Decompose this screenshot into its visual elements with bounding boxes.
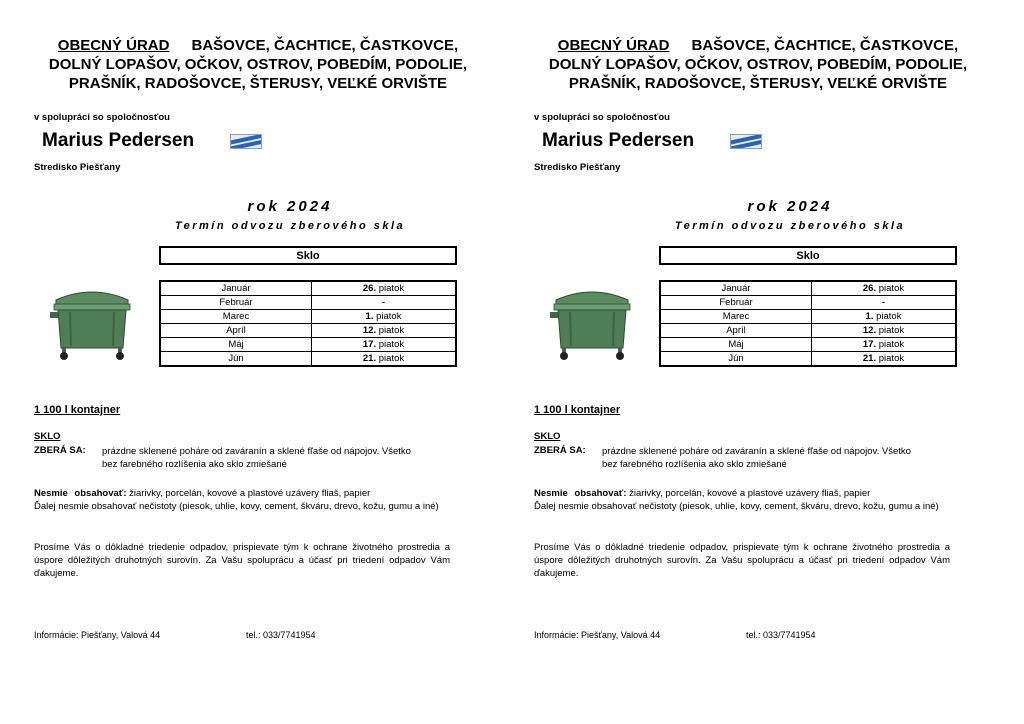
container-label: 1 100 l kontajner: [34, 404, 121, 416]
date-day: 26.: [862, 282, 877, 294]
date-day: 12.: [362, 324, 377, 336]
center-name: Stredisko Piešťany: [34, 162, 121, 173]
collects-label: ZBERÁ SA:: [534, 445, 586, 456]
date-cell: [812, 310, 957, 324]
company-name: Marius Pedersen: [542, 130, 695, 151]
office-line-1: BAŠOVCE, ČACHTICE, ČASTKOVCE,: [691, 37, 959, 54]
cooperation-text: v spolupráci so spoločnosťou: [34, 112, 170, 123]
year-title: rok 2024: [747, 198, 833, 215]
month-cell: Máj: [160, 338, 312, 352]
date-cell: [812, 324, 957, 338]
date-weekday: piatok: [876, 310, 902, 322]
date-day: 1.: [365, 310, 374, 322]
plea-text: Prosíme Vás o dôkladné triedenie odpadov, prispievate tým k ochrane životného prostredia a úspore dôležitých druhotných surovín. Za Vašu spoluprácu a účasť pri triedení odpadov Vám ďakujeme.: [34, 542, 450, 579]
date-day: 21.: [862, 352, 877, 364]
center-name: Stredisko Piešťany: [534, 162, 621, 173]
date-day: -: [881, 296, 886, 308]
table-row: [660, 352, 956, 367]
month-cell: Máj: [660, 338, 812, 352]
month-cell: Január: [160, 281, 312, 296]
plea-text: Prosíme Vás o dôkladné triedenie odpadov, prispievate tým k ochrane životného prostredia a úspore dôležitých druhotných surovín. Za Vašu spoluprácu a účasť pri triedení odpadov Vám ďakujeme.: [534, 542, 950, 579]
table-row: [160, 296, 456, 310]
office-line-2: DOLNÝ LOPAŠOV, OČKOV, OSTROV, POBEDÍM, PODOLIE,: [548, 56, 968, 73]
month-cell: Apríl: [160, 324, 312, 338]
must-not-contain: [34, 487, 450, 513]
office-line-1: BAŠOVCE, ČACHTICE, ČASTKOVCE,: [191, 37, 459, 54]
date-weekday: piatok: [878, 282, 905, 294]
month-cell: Marec: [660, 310, 812, 324]
date-day: 21.: [362, 352, 377, 364]
collects-text: prázdne sklenené poháre od zaváranín a sklené fľaše od nápojov. Všetko bez farebného rozlíšenia ako sklo zmiešané: [602, 446, 911, 470]
date-day: 17.: [862, 338, 877, 350]
table-row: [660, 324, 956, 338]
date-cell: [812, 338, 957, 352]
must-not-text: žiarivky, porcelán, kovové a plastové uzávery fliaš, papier: [626, 488, 871, 499]
date-day: 17.: [362, 338, 377, 350]
container-label: 1 100 l kontajner: [534, 404, 621, 416]
date-weekday: piatok: [378, 338, 405, 350]
glass-label: SKLO: [534, 431, 561, 442]
table-row: [660, 296, 956, 310]
date-day: 26.: [362, 282, 377, 294]
info-address: Informácie: Piešťany, Valová 44: [34, 630, 161, 640]
table-title: Sklo: [659, 246, 957, 265]
must-not-text-2: Ďalej nesmie obsahovať nečistoty (piesok, uhlie, kovy, cement, škváru, drevo, kožu, gumu a iné): [34, 501, 439, 512]
date-weekday: piatok: [378, 352, 405, 364]
waste-container-icon: [550, 286, 634, 362]
must-not-label: Nesmie obsahovať:: [34, 488, 127, 499]
table-row: [160, 310, 456, 324]
date-cell: [312, 324, 457, 338]
date-weekday: piatok: [376, 310, 402, 322]
date-day: 12.: [862, 324, 877, 336]
cooperation-text: v spolupráci so spoločnosťou: [534, 112, 670, 123]
year-title: rok 2024: [247, 198, 333, 215]
info-phone: tel.: 033/7741954: [246, 630, 316, 640]
leaflet-right: [500, 0, 1012, 724]
month-cell: Jún: [660, 352, 812, 367]
company-logo-icon: [230, 134, 262, 149]
date-weekday: piatok: [378, 324, 405, 336]
date-cell: [812, 352, 957, 367]
date-weekday: piatok: [878, 338, 905, 350]
month-cell: Marec: [160, 310, 312, 324]
glass-label: SKLO: [34, 431, 61, 442]
office-line-3: PRAŠNÍK, RADOŠOVCE, ŠTERUSY, VEĽKÉ ORVIŠTE: [568, 75, 948, 92]
month-cell: Február: [160, 296, 312, 310]
office-label: OBECNÝ ÚRAD: [57, 37, 170, 54]
date-cell: [312, 338, 457, 352]
month-cell: Apríl: [660, 324, 812, 338]
info-phone: tel.: 033/7741954: [746, 630, 816, 640]
date-day: -: [381, 296, 386, 308]
must-not-label: Nesmie obsahovať:: [534, 488, 627, 499]
must-not-text-2: Ďalej nesmie obsahovať nečistoty (piesok, uhlie, kovy, cement, škváru, drevo, kožu, gumu a iné): [534, 501, 939, 512]
office-header: [48, 36, 468, 93]
table-row: [160, 352, 456, 367]
table-row: [160, 324, 456, 338]
table-row: [660, 281, 956, 296]
table-row: [660, 310, 956, 324]
month-cell: Február: [660, 296, 812, 310]
month-cell: Jún: [160, 352, 312, 367]
company-name: Marius Pedersen: [42, 130, 195, 151]
office-label: OBECNÝ ÚRAD: [557, 37, 670, 54]
month-cell: Január: [660, 281, 812, 296]
schedule-table: [659, 280, 957, 367]
must-not-contain: [534, 487, 950, 513]
office-line-3: PRAŠNÍK, RADOŠOVCE, ŠTERUSY, VEĽKÉ ORVIŠTE: [68, 75, 448, 92]
date-cell: [812, 281, 957, 296]
info-address: Informácie: Piešťany, Valová 44: [534, 630, 661, 640]
date-cell: [312, 296, 457, 310]
date-weekday: piatok: [378, 282, 405, 294]
table-title: Sklo: [159, 246, 457, 265]
date-cell: [312, 281, 457, 296]
office-header: [548, 36, 968, 93]
date-weekday: piatok: [878, 352, 905, 364]
date-day: 1.: [865, 310, 874, 322]
table-row: [160, 338, 456, 352]
date-cell: [812, 296, 957, 310]
company-logo-icon: [730, 134, 762, 149]
table-row: [660, 338, 956, 352]
collects-text: prázdne sklenené poháre od zaváranín a sklené fľaše od nápojov. Všetko bez farebného rozlíšenia ako sklo zmiešané: [102, 446, 411, 470]
schedule-table: [159, 280, 457, 367]
date-cell: [312, 352, 457, 367]
must-not-text: žiarivky, porcelán, kovové a plastové uzávery fliaš, papier: [126, 488, 371, 499]
office-line-2: DOLNÝ LOPAŠOV, OČKOV, OSTROV, POBEDÍM, PODOLIE,: [48, 56, 468, 73]
schedule-subtitle: Termín odvozu zberového skla: [674, 220, 906, 232]
date-weekday: piatok: [878, 324, 905, 336]
waste-container-icon: [50, 286, 134, 362]
date-cell: [312, 310, 457, 324]
table-row: [160, 281, 456, 296]
collects-label: ZBERÁ SA:: [34, 445, 86, 456]
schedule-subtitle: Termín odvozu zberového skla: [174, 220, 406, 232]
